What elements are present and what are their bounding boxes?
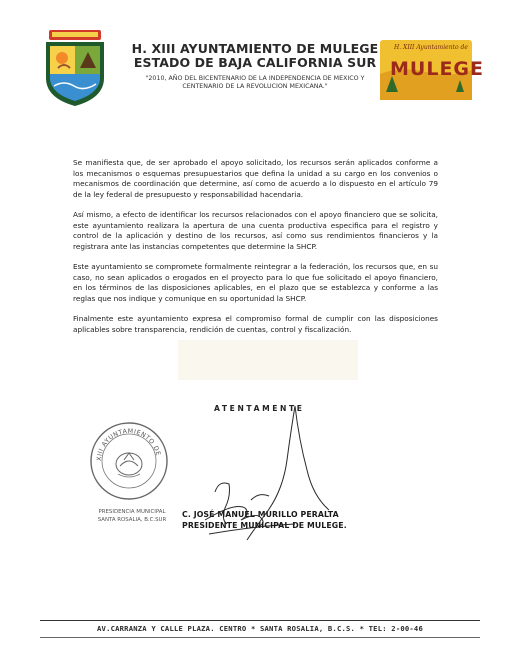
letterhead-title-line1: H. XIII AYUNTAMIENTO DE MULEGE (131, 41, 379, 56)
signer-name: C. JOSÉ MANUEL MURILLO PERALTA (182, 510, 339, 519)
letterhead (120, 42, 390, 91)
official-seal-stamp (88, 420, 170, 502)
signer-role: PRESIDENTE MUNICIPAL DE MULEGE. (182, 521, 347, 530)
municipal-coat-of-arms-logo (40, 28, 110, 108)
mulege-logo-main-text: MULEGE (390, 58, 484, 80)
letter-paragraph: Así mismo, a efecto de identificar los recursos relacionados con el apoyo financiero que se solicita, este ayuntamiento realizara la apertura de una cuenta productiva especifica para el registro y control de la aplicación y destino de los recursos, así como sus rendimientos financieros y la registrara ante las instancias competentes que determine la SHCP. (73, 210, 438, 251)
mulege-logo (380, 40, 484, 100)
letter-paragraph: Finalmente este ayuntamiento expresa el compromiso formal de cumplir con las disposiciones aplicables sobre transparencia, rendición de cuentas, control y fiscalización. (73, 314, 438, 334)
footer-rule-top (40, 620, 480, 621)
footer-rule-bottom (40, 637, 480, 638)
letterhead-motto-line2: CENTENARIO DE LA REVOLUCION MEXICANA." (182, 83, 328, 90)
seal-ring-text: XIII AYUNTAMIENTO DE (95, 427, 162, 462)
letterhead-title-line2: ESTADO DE BAJA CALIFORNIA SUR (133, 55, 377, 70)
seal-label-line1: PRESIDENCIA MUNICIPAL (98, 509, 166, 515)
seal-label-line2: SANTA ROSALIA, B.C.SUR (97, 517, 167, 523)
letterhead-motto (120, 75, 390, 91)
letter-paragraph: Se manifiesta que, de ser aprobado el apoyo solicitado, los recursos serán aplicados conforme a los mecanismos o esquemas presupuestarios que defina la unidad a su cargo en los convenios o mecanismos de coordinación que determine, así como de acuerdo a lo dispuesto en el artículo 79 de la ley federal de presupuesto y responsabilidad hacendaria. (73, 158, 438, 199)
footer-address: AV.CARRANZA Y CALLE PLAZA. CENTRO * SANTA ROSALIA, B.C.S. * TEL: 2-00-46 (97, 624, 423, 633)
closing-attentive: ATENTAMENTE (214, 404, 305, 413)
mulege-logo-top-text: H. XIII Ayuntamiento de (394, 44, 468, 51)
letterhead-motto-line1: "2010, AÑO DEL BICENTENARIO DE LA INDEPENDENCIA DE MEXICO Y (145, 75, 365, 82)
letter-body (73, 158, 438, 345)
letter-paragraph: Este ayuntamiento se compromete formalmente reintegrar a la federación, los recursos que, en su caso, no sean aplicados o erogados en el proyecto para lo que fue solicitado el apoyo financiero, en los términos de las disposiciones aplicables, en el plazo que se establezca y conforme a las reglas que nos indique y comunique en su oportunidad la SHCP. (73, 262, 438, 303)
svg-text:XIII AYUNTAMIENTO DE MULEGE (88, 420, 162, 461)
